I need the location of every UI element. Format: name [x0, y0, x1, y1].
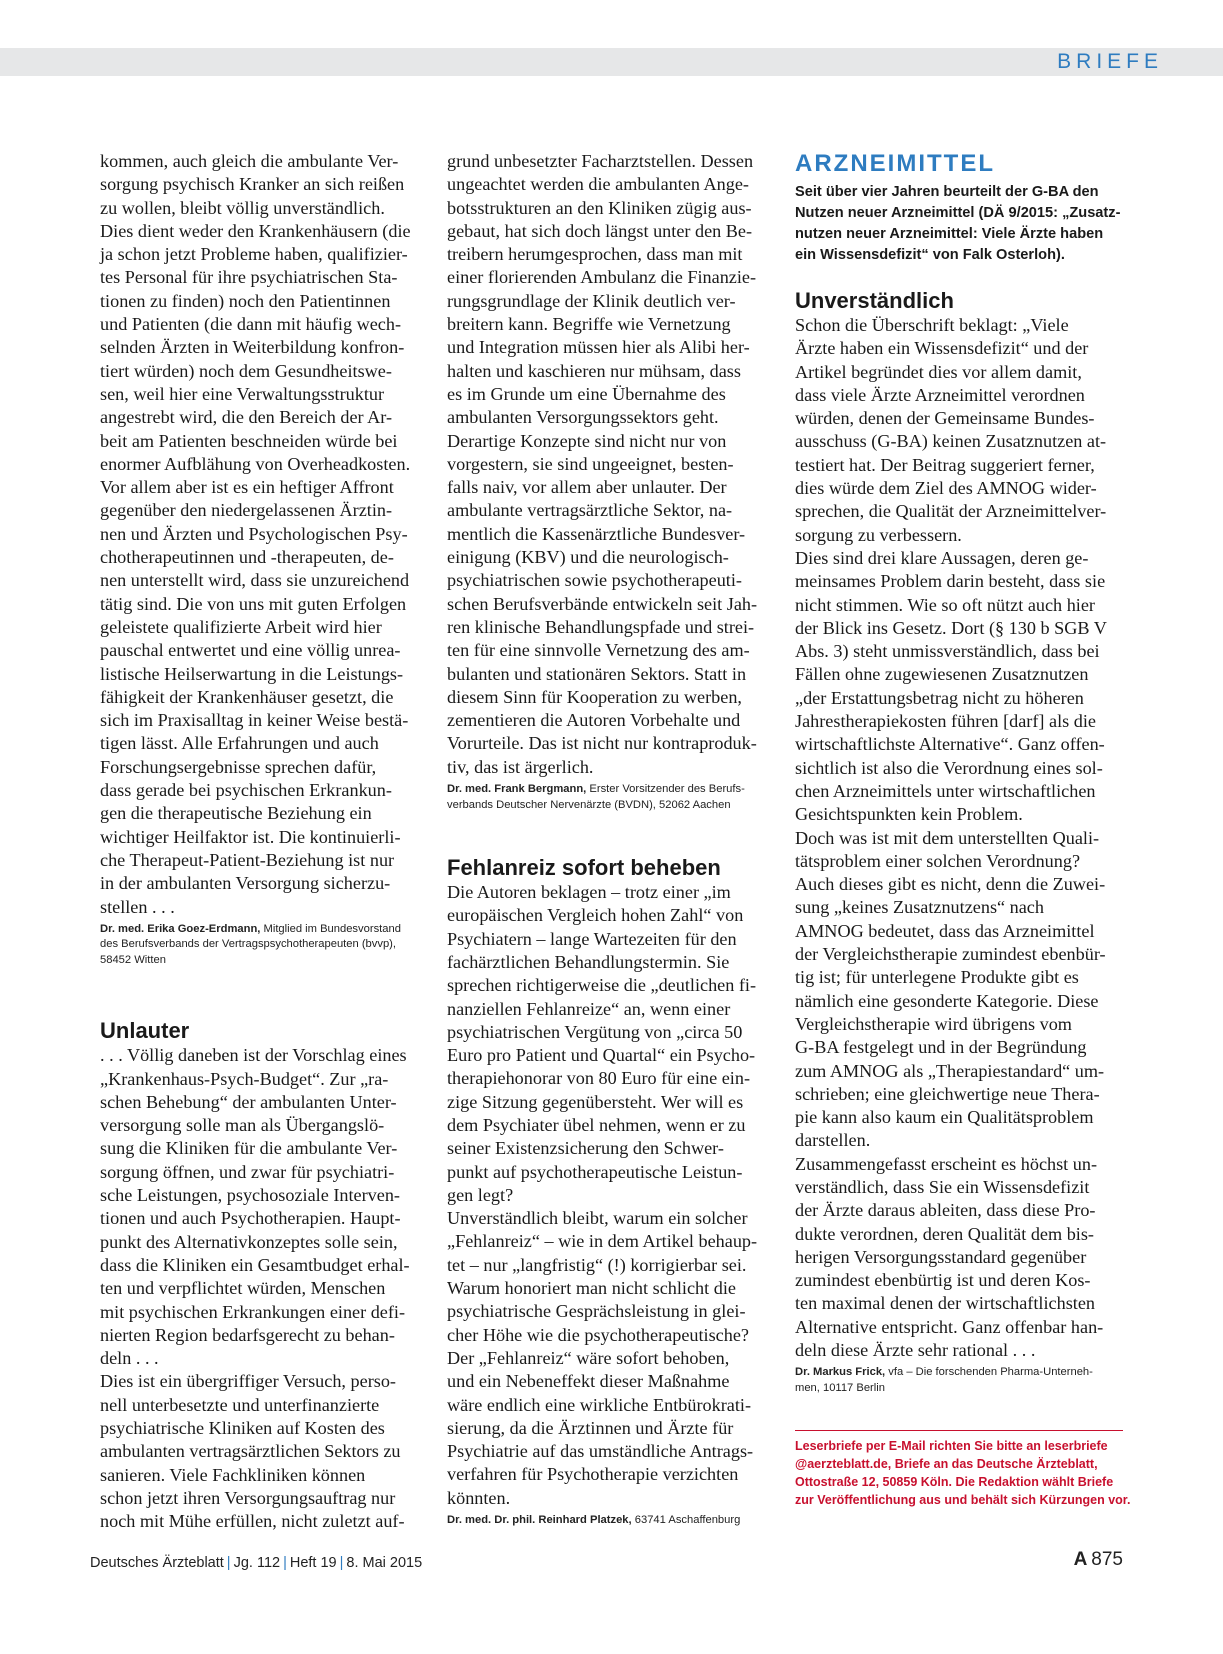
letter-continuation — [100, 150, 425, 919]
text-line: psychiatrische Gesprächsleistung in glei- — [447, 1301, 746, 1322]
text-line: schen Berufsverbände entwickeln seit Jah- — [447, 593, 758, 614]
text-line: und ein Nebeneffekt dieser Maßnahme — [447, 1371, 730, 1392]
text-line: tätsproblem einer solchen Verordnung? — [795, 850, 1081, 871]
text-line: geleistete qualifizierte Arbeit wird hier — [100, 616, 382, 637]
text-line: Fällen ohne zugewiesenen Zusatznutzen — [795, 664, 1089, 685]
signature-affiliation-line: 58452 Witten — [100, 953, 166, 966]
text-line: kommen, auch gleich die ambulante Ver- — [100, 151, 399, 171]
journal-issue: Heft 19 — [289, 1555, 337, 1571]
signature-affiliation: Mitglied im Bundesvorstand — [263, 922, 401, 935]
text-line: dass viele Ärzte Arzneimittel verordnen — [795, 384, 1085, 405]
text-line: nämlich eine gesonderte Kategorie. Diese — [795, 990, 1099, 1011]
signature-affiliation-line: verbands Deutscher Nervenärzte (BVDN), 52062 Aachen — [447, 798, 731, 811]
text-line: tionen zu finden) noch den Patientinnen — [100, 290, 391, 311]
text-line: bulanten und stationären Sektors. Statt in — [447, 663, 747, 684]
text-line: Dies sind drei klare Aussagen, deren ge- — [795, 547, 1089, 568]
column-3 — [795, 150, 1131, 1509]
signature-platzek — [447, 1513, 777, 1529]
text-line: testiert hat. Der Beitrag suggeriert ferner, — [795, 454, 1095, 475]
text-line: @aerzteblatt.de, Briefe an das Deutsche Ärzteblatt, — [795, 1457, 1098, 1472]
signature-goez-erdmann — [100, 922, 425, 969]
header-bar — [0, 48, 1223, 76]
text-line: Ottostraße 12, 50859 Köln. Die Redaktion wählt Briefe — [795, 1475, 1114, 1490]
text-line: versorgung solle man als Übergangslö- — [100, 1115, 385, 1136]
letter-heading-fehlanreiz: Fehlanreiz sofort beheben — [447, 855, 721, 881]
text-line: grund unbesetzter Facharztstellen. Dessen — [447, 151, 754, 171]
page-prefix: A — [1073, 1549, 1088, 1570]
text-line: herigen Versorgungsstandard gegenüber — [795, 1246, 1087, 1267]
text-line: sche Leistungen, psychosoziale Interven- — [100, 1185, 400, 1206]
text-line: nicht stimmen. Wie so oft nützt auch hier — [795, 594, 1095, 615]
text-line: cher Höhe wie die psychotherapeutische? — [447, 1324, 749, 1345]
text-line: würden, denen der Gemeinsame Bundes- — [795, 408, 1095, 429]
rubric-lead — [795, 182, 1123, 266]
section-label: BRIEFE — [1057, 50, 1163, 73]
text-line: gegenüber den niedergelassenen Ärztin- — [100, 500, 393, 521]
signature-affiliation: Erster Vorsitzender des Berufs- — [589, 783, 745, 796]
text-line: Alternative entspricht. Ganz offenbar han- — [795, 1316, 1104, 1337]
text-line: der Vergleichstherapie zumindest ebenbür- — [795, 944, 1106, 965]
text-line: deln . . . — [100, 1348, 159, 1369]
text-line: ten und verpflichtet würden, Menschen — [100, 1278, 386, 1299]
signature-affiliation-line: men, 10117 Berlin — [795, 1381, 885, 1394]
text-line: che Therapeut-Patient-Beziehung ist nur — [100, 849, 395, 870]
footer-separator: | — [339, 1555, 344, 1571]
text-line: darstellen. — [795, 1130, 871, 1151]
text-line: sorgung öffnen, und zwar für psychiatri- — [100, 1161, 395, 1182]
text-line: ten maximal denen der wirtschaftlichsten — [795, 1293, 1095, 1314]
journal-date: 8. Mai 2015 — [346, 1555, 423, 1571]
text-line: punkt auf psychotherapeutische Leistun- — [447, 1161, 743, 1182]
letter-unverstaendlich-body — [795, 314, 1123, 1362]
signature-affiliation: 63741 Aschaffenburg — [634, 1514, 741, 1527]
text-line: tätig sind. Die von uns mit guten Erfolgen — [100, 593, 407, 614]
column-1 — [100, 150, 425, 1534]
text-line: nanziellen Fehlanreize“ an, wenn einer — [447, 998, 731, 1019]
text-line: sorgung zu verbessern. — [795, 524, 962, 545]
text-line: AMNOG bedeutet, dass das Arzneimittel — [795, 920, 1095, 941]
letter-heading-unverstaendlich: Unverständlich — [795, 288, 954, 313]
text-line: breitern kann. Begriffe wie Vernetzung — [447, 314, 731, 335]
signature-affiliation-line: des Berufsverbands der Vertragspsychotherapeuten (bvvp), — [100, 938, 397, 951]
text-line: gen die therapeutische Beziehung ein — [100, 803, 372, 824]
page-footer — [90, 1555, 422, 1571]
page-number — [1074, 1549, 1123, 1571]
text-line: der Blick ins Gesetz. Dort (§ 130 b SGB V — [795, 617, 1107, 638]
text-line: „Fehlanreiz“ – wie in dem Artikel behaup- — [447, 1231, 758, 1252]
text-line: Unverständlich bleibt, warum ein solcher — [447, 1208, 748, 1229]
text-line: Doch was ist mit dem unterstellten Quali- — [795, 827, 1100, 848]
text-line: tiert würden) noch dem Gesundheitswe- — [100, 360, 392, 381]
text-line: ambulanten Versorgungssektors geht. — [447, 407, 719, 428]
text-line: zur Veröffentlichung aus und behält sich Kürzungen vor. — [795, 1493, 1131, 1508]
text-line: chotherapeutinnen und -therapeuten, de- — [100, 547, 394, 568]
text-line: treibern herumgesprochen, dass man mit — [447, 244, 743, 265]
text-line: rungsgrundlage der Klinik deutlich ver- — [447, 290, 736, 311]
text-line: pauschal entwertet und eine völlig unrea- — [100, 640, 401, 661]
text-line: und Integration müssen hier als Alibi her- — [447, 337, 750, 358]
text-line: ungeachtet werden die ambulanten Ange- — [447, 174, 749, 195]
text-line: G-BA festgelegt und in der Begründung — [795, 1037, 1087, 1058]
text-line: Psychiatrie auf das umständliche Antrags- — [447, 1441, 754, 1462]
text-line: Vorurteile. Das ist nicht nur kontraproduk- — [447, 733, 757, 754]
text-line: therapiehonorar von 80 Euro für eine ein- — [447, 1068, 751, 1089]
text-line: diesem Sinn für Kooperation zu werben, — [447, 686, 742, 707]
text-line: tes Personal für ihre psychiatrischen Sta- — [100, 267, 398, 288]
text-line: meinsames Problem darin besteht, dass sie — [795, 571, 1106, 592]
text-line: Zusammengefasst erscheint es höchst un- — [795, 1153, 1098, 1174]
text-line: listische Heilserwartung in die Leistungs- — [100, 663, 404, 684]
text-line: sichtlich ist also die Verordnung eines sol- — [795, 757, 1103, 778]
text-line: angestrebt wird, die den Bereich der Ar- — [100, 407, 393, 428]
text-line: zementieren die Autoren Vorbehalte und — [447, 710, 741, 731]
signature-name: Dr. Markus Frick, — [795, 1366, 886, 1379]
text-line: europäischen Vergleich hohen Zahl“ von — [447, 905, 744, 926]
text-line: Gesichtspunkten kein Problem. — [795, 804, 1023, 825]
text-line: ren klinische Behandlungspfade und strei- — [447, 616, 755, 637]
text-line: nutzen neuer Arzneimittel: Viele Ärzte haben — [795, 226, 1104, 242]
text-line: dies würde dem Ziel des AMNOG wider- — [795, 478, 1097, 499]
text-line: tigen lässt. Alle Erfahrungen und auch — [100, 733, 379, 754]
text-line: mentlich die Kassenärztliche Bundesver- — [447, 523, 746, 544]
text-line: Jahrestherapiekosten führen [darf] als die — [795, 711, 1096, 732]
text-line: gebaut, hat sich doch längst unter den Be- — [447, 220, 753, 241]
text-line: sen, weil hier eine Verwaltungsstruktur — [100, 383, 385, 404]
text-line: falls naiv, vor allem aber unlauter. Der — [447, 477, 727, 498]
text-line: Warum honoriert man nicht schlicht die — [447, 1278, 736, 1299]
text-line: punkt des Alternativkonzeptes solle sein, — [100, 1231, 398, 1252]
text-line: Der „Fehlanreiz“ wäre sofort behoben, — [447, 1347, 730, 1368]
column-2 — [447, 150, 777, 1529]
footer-separator: | — [283, 1555, 287, 1571]
text-line: chen Arzneimittels unter wirtschaftlichen — [795, 780, 1096, 801]
text-line: nierten Region bedarfsgerecht zu behan- — [100, 1324, 395, 1345]
text-line: noch mit Mühe erfüllen, nicht zuletzt auf- — [100, 1511, 405, 1532]
text-line: Derartige Konzepte sind nicht nur von — [447, 430, 727, 451]
text-line: beit am Patienten beschneiden würde bei — [100, 430, 398, 451]
text-line: und Patienten (die dann mit häufig wech- — [100, 314, 402, 335]
text-line: psychiatrische Kliniken auf Kosten des — [100, 1418, 385, 1439]
text-line: sanieren. Viele Fachkliniken können — [100, 1464, 366, 1485]
letter-continuation — [447, 150, 777, 779]
text-line: Nutzen neuer Arzneimittel (DÄ 9/2015: „Zusatz- — [795, 205, 1121, 221]
text-line: nen unterstellt wird, dass sie unzureichend — [100, 570, 410, 591]
text-line: Schon die Überschrift beklagt: „Viele — [795, 315, 1069, 335]
text-line: der Ärzte daraus ableiten, dass diese Pro- — [795, 1200, 1096, 1221]
letter-unlauter-body — [100, 1044, 425, 1533]
text-line: seiner Existenzsicherung den Schwer- — [447, 1138, 724, 1159]
rubric-title: ARZNEIMITTEL — [795, 150, 995, 177]
text-line: sung die Kliniken für die ambulante Ver- — [100, 1138, 398, 1159]
text-line: ambulanten vertragsärztlichen Sektors zu — [100, 1441, 401, 1462]
page-number-value: 875 — [1091, 1549, 1123, 1570]
letter-fehlanreiz-body — [447, 881, 777, 1510]
letter-heading-unlauter: Unlauter — [100, 1018, 190, 1044]
text-line: Psychiatern – lange Wartezeiten für den — [447, 928, 737, 949]
text-line: Die Autoren beklagen – trotz einer „im — [447, 882, 731, 903]
text-line: vorgestern, sie sind ungeeignet, besten- — [447, 453, 734, 474]
text-line: gen legt? — [447, 1184, 514, 1205]
text-line: psychiatrischen sowie psychotherapeuti- — [447, 570, 742, 591]
journal-name: Deutsches Ärzteblatt — [90, 1555, 224, 1571]
text-line: mit psychischen Erkrankungen einer defi- — [100, 1301, 406, 1322]
text-line: Euro pro Patient und Quartal“ ein Psycho- — [447, 1045, 756, 1066]
text-line: ja schon jetzt Probleme haben, qualifizier- — [100, 244, 408, 265]
text-line: „der Erstattungsbetrag nicht zu höheren — [795, 687, 1084, 708]
text-line: nen und Ärzten und Psychologischen Psy- — [100, 523, 408, 544]
text-line: ausschuss (G-BA) keinen Zusatznutzen at- — [795, 431, 1107, 452]
text-line: sprechen, die Qualität der Arzneimittelver- — [795, 501, 1107, 522]
text-line: ein Wissensdefizit“ von Falk Osterloh). — [795, 247, 1065, 263]
text-line: nell unterbesetzte und unterfinanzierte — [100, 1394, 380, 1415]
text-line: stellen . . . — [100, 896, 175, 917]
text-line: sorgung psychisch Kranker an sich reißen — [100, 174, 405, 195]
text-line: zu wollen, bleibt völlig unverständlich. — [100, 197, 385, 218]
text-line: wichtiger Heilfaktor ist. Die kontinuierli- — [100, 826, 401, 847]
text-line: Dies dient weder den Krankenhäusern (die — [100, 220, 411, 241]
text-line: Artikel begründet dies vor allem damit, — [795, 361, 1082, 382]
text-line: tiv, das ist ärgerlich. — [447, 756, 594, 777]
text-line: Abs. 3) steht unmissverständlich, dass bei — [795, 641, 1100, 662]
text-line: Vergleichstherapie wird übrigens vom — [795, 1013, 1072, 1034]
signature-name: Dr. med. Frank Bergmann, — [447, 783, 587, 796]
text-line: wirtschaftlichste Alternative“. Ganz offen- — [795, 734, 1105, 755]
text-line: Seit über vier Jahren beurteilt der G-BA den — [795, 184, 1099, 200]
text-line: sung „keines Zusatznutzens“ nach — [795, 897, 1044, 918]
text-line: deln diese Ärzte sehr rational . . . — [795, 1340, 1036, 1361]
text-line: fachärztlichen Behandlungstermin. Sie — [447, 951, 730, 972]
text-line: enormer Aufblähung von Overheadkosten. — [100, 453, 411, 474]
text-line: schrieben; eine gleichwertige neue Thera- — [795, 1083, 1100, 1104]
journal-volume: Jg. 112 — [233, 1555, 281, 1571]
text-line: Forschungsergebnisse sprechen dafür, — [100, 756, 377, 777]
text-line: ambulante vertragsärztliche Sektor, na- — [447, 500, 733, 521]
text-line: halten und kaschieren nur mühsam, dass — [447, 360, 741, 381]
text-line: es im Grunde um eine Übernahme des — [447, 383, 726, 404]
text-line: dem Psychiater übel nehmen, wenn er zu — [447, 1114, 746, 1135]
text-line: dass die Kliniken ein Gesamtbudget erhal- — [100, 1254, 410, 1275]
text-line: zum AMNOG als „Therapiestandard“ um- — [795, 1060, 1105, 1081]
text-line: sierung, da die Ärztinnen und Ärzte für — [447, 1417, 734, 1438]
text-line: zige Sitzung gegenübersteht. Wer will es — [447, 1091, 744, 1112]
signature-name: Dr. med. Erika Goez-Erdmann, — [100, 922, 261, 935]
text-line: tig ist; für unterlegene Produkte gibt es — [795, 967, 1079, 988]
text-line: Vor allem aber ist es ein heftiger Affront — [100, 477, 394, 498]
signature-name: Dr. med. Dr. phil. Reinhard Platzek, — [447, 1514, 632, 1527]
signature-frick — [795, 1365, 1123, 1396]
footer-separator: | — [226, 1555, 231, 1571]
reader-letter-notice — [795, 1430, 1131, 1509]
text-line: dukte verordnen, deren Qualität dem bis- — [795, 1223, 1094, 1244]
text-line: „Krankenhaus-Psych-Budget“. Zur „ra- — [100, 1068, 389, 1089]
text-line: einigung (KBV) und die neurologisch- — [447, 547, 729, 568]
text-line: ten für eine sinnvolle Vernetzung des am- — [447, 640, 750, 661]
text-line: Ärzte haben ein Wissensdefizit“ und der — [795, 338, 1089, 359]
text-line: selnden Ärzten in Weiterbildung konfron- — [100, 337, 405, 358]
text-line: verständlich, dass Sie ein Wissensdefizit — [795, 1176, 1090, 1197]
text-line: wäre endlich eine wirkliche Entbürokrati- — [447, 1394, 752, 1415]
text-line: dass gerade bei psychischen Erkrankun- — [100, 780, 392, 801]
text-line: sprechen richtigerweise die „deutlichen fi- — [447, 975, 757, 996]
text-line: Dies ist ein übergriffiger Versuch, perso- — [100, 1371, 396, 1392]
text-line: schen Behebung“ der ambulanten Unter- — [100, 1091, 397, 1112]
text-line: tet – nur „langfristig“ (!) korrigierbar sei. — [447, 1254, 747, 1275]
text-line: könnten. — [447, 1487, 511, 1508]
text-line: . . . Völlig daneben ist der Vorschlag eines — [100, 1045, 407, 1066]
text-line: tionen und auch Psychotherapien. Haupt- — [100, 1208, 401, 1229]
text-line: in der ambulanten Versorgung sicherzu- — [100, 873, 391, 894]
signature-bergmann — [447, 782, 777, 813]
text-line: Auch dieses gibt es nicht, denn die Zuwei- — [795, 874, 1106, 895]
text-line: fähigkeit der Krankenhäuser gesetzt, die — [100, 686, 394, 707]
text-line: verfahren für Psychotherapie verzichten — [447, 1464, 739, 1485]
text-line: schon jetzt ihren Versorgungsauftrag nur — [100, 1487, 396, 1508]
text-line: pie kann also kaum ein Qualitätsproblem — [795, 1107, 1094, 1128]
text-line: sich im Praxisalltag in keiner Weise bestä- — [100, 710, 409, 731]
text-line: psychiatrischen Vergütung von „circa 50 — [447, 1021, 743, 1042]
signature-affiliation: vfa – Die forschenden Pharma-Unterneh- — [888, 1366, 1093, 1379]
text-line: einer florierenden Ambulanz die Finanzie- — [447, 267, 757, 288]
text-line: zumindest ebenbürtig ist und deren Kos- — [795, 1270, 1091, 1291]
text-line: botsstrukturen an den Kliniken zügig aus- — [447, 197, 752, 218]
text-line: Leserbriefe per E-Mail richten Sie bitte an leserbriefe — [795, 1439, 1108, 1454]
